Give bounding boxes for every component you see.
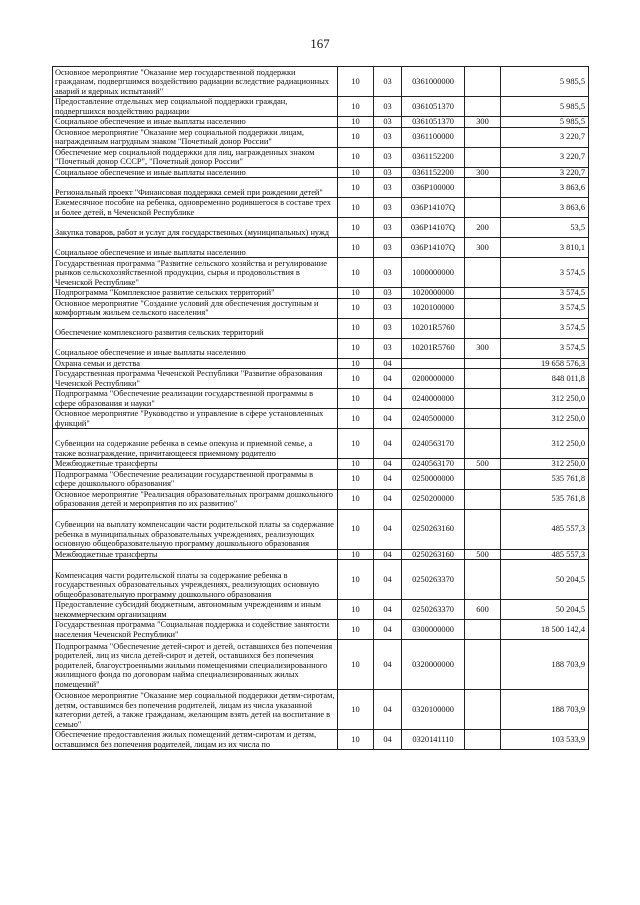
- row-vr: [465, 640, 501, 690]
- row-sum: 3 574,5: [501, 338, 589, 358]
- row-pr: 03: [374, 97, 402, 117]
- row-vr: [465, 730, 501, 750]
- row-csr: 0361000000: [402, 67, 465, 97]
- row-rz: 10: [338, 97, 374, 117]
- table-row: [53, 318, 589, 338]
- row-name: Предоставление отдельных мер социальной поддержки граждан, подвергшихся воздействию радиации: [53, 97, 338, 117]
- row-sum: 3 574,5: [501, 298, 589, 318]
- row-name: Межбюджетные трансферты: [53, 459, 338, 470]
- row-sum: 188 703,9: [501, 690, 589, 730]
- row-csr: 036P14107Q: [402, 238, 465, 258]
- row-vr: [465, 198, 501, 218]
- row-vr: [465, 358, 501, 369]
- row-name: Основное мероприятие "Создание условий для обеспечения доступным и комфортным жильем сельского населения": [53, 298, 338, 318]
- row-sum: 3 220,7: [501, 167, 589, 178]
- row-name: Социальное обеспечение и иные выплаты населению: [53, 238, 338, 258]
- row-name: Обеспечение предоставления жилых помещений детям-сиротам и детям, оставшимся без попечения родителей, лицам из их числа по: [53, 730, 338, 750]
- row-sum: 485 557,3: [501, 549, 589, 560]
- row-pr: 03: [374, 258, 402, 288]
- row-pr: 04: [374, 469, 402, 489]
- row-vr: [465, 509, 501, 549]
- row-vr: [465, 147, 501, 167]
- row-vr: [465, 389, 501, 409]
- table-row: [53, 730, 589, 750]
- table-row: [53, 288, 589, 299]
- row-rz: 10: [338, 67, 374, 97]
- row-name: Основное мероприятие "Оказание мер социальной поддержки лицам, награжденным нагрудным знаком "Почетный донор России": [53, 127, 338, 147]
- row-sum: 535 761,8: [501, 489, 589, 509]
- row-name: Государственная программа "Социальная поддержка и содействие занятости населения Чеченской Республики": [53, 620, 338, 640]
- row-sum: 18 500 142,4: [501, 620, 589, 640]
- row-csr: 0250200000: [402, 489, 465, 509]
- row-rz: 10: [338, 288, 374, 299]
- row-csr: 036P14107Q: [402, 218, 465, 238]
- row-pr: 03: [374, 127, 402, 147]
- row-csr: 0250263370: [402, 600, 465, 620]
- row-rz: 10: [338, 178, 374, 198]
- row-csr: [402, 358, 465, 369]
- row-name: Подпрограмма "Комплексное развитие сельских территорий": [53, 288, 338, 299]
- row-rz: 10: [338, 258, 374, 288]
- row-vr: [465, 409, 501, 429]
- row-pr: 03: [374, 218, 402, 238]
- row-csr: 0250263160: [402, 509, 465, 549]
- row-pr: 04: [374, 730, 402, 750]
- row-rz: 10: [338, 117, 374, 128]
- row-vr: [465, 369, 501, 389]
- row-pr: 04: [374, 358, 402, 369]
- row-csr: 0250263370: [402, 560, 465, 600]
- table-row: [53, 620, 589, 640]
- row-rz: 10: [338, 369, 374, 389]
- row-rz: 10: [338, 620, 374, 640]
- row-rz: 10: [338, 549, 374, 560]
- row-rz: 10: [338, 560, 374, 600]
- row-rz: 10: [338, 238, 374, 258]
- row-vr: 600: [465, 600, 501, 620]
- row-name: Обеспечение мер социальной поддержки для лиц, награжденных знаком "Почетный донор СССР", "Почетный донор России": [53, 147, 338, 167]
- row-csr: 1020000000: [402, 288, 465, 299]
- row-rz: 10: [338, 600, 374, 620]
- page-number: 167: [310, 36, 330, 51]
- row-name: Ежемесячное пособие на ребенка, одновременно родившегося в составе трех и более детей, в Чеченской Республике: [53, 198, 338, 218]
- row-csr: 0320000000: [402, 640, 465, 690]
- row-name: Закупка товаров, работ и услуг для государственных (муниципальных) нужд: [53, 218, 338, 238]
- table-row: [53, 67, 589, 97]
- row-vr: [465, 560, 501, 600]
- table-row: [53, 358, 589, 369]
- row-vr: [465, 258, 501, 288]
- row-name: Компенсация части родительской платы за содержание ребенка в государственных образовательных учреждениях, реализующих основную общеобразовательную программу дошкольного образования: [53, 560, 338, 600]
- row-name: Обеспечение комплексного развития сельских территорий: [53, 318, 338, 338]
- table-row: [53, 117, 589, 128]
- table-row: [53, 469, 589, 489]
- row-name: Государственная программа Чеченской Республики "Развитие образования Чеченской Республики": [53, 369, 338, 389]
- row-rz: 10: [338, 640, 374, 690]
- row-pr: 03: [374, 198, 402, 218]
- table-row: [53, 459, 589, 470]
- row-vr: 500: [465, 549, 501, 560]
- row-vr: [465, 127, 501, 147]
- row-vr: 300: [465, 167, 501, 178]
- row-csr: 0300000000: [402, 620, 465, 640]
- row-csr: 0361051370: [402, 97, 465, 117]
- table-body: [53, 67, 589, 750]
- row-vr: [465, 318, 501, 338]
- row-rz: 10: [338, 429, 374, 459]
- row-sum: 3 574,5: [501, 258, 589, 288]
- table-row: [53, 298, 589, 318]
- row-name: Социальное обеспечение и иные выплаты населению: [53, 338, 338, 358]
- row-name: Региональный проект "Финансовая поддержка семей при рождении детей": [53, 178, 338, 198]
- row-sum: 103 533,9: [501, 730, 589, 750]
- table-row: [53, 389, 589, 409]
- row-sum: 485 557,3: [501, 509, 589, 549]
- table-row: [53, 429, 589, 459]
- table-row: [53, 167, 589, 178]
- row-pr: 04: [374, 600, 402, 620]
- row-csr: 0240563170: [402, 429, 465, 459]
- row-pr: 03: [374, 147, 402, 167]
- table-row: [53, 218, 589, 238]
- row-csr: 0361100000: [402, 127, 465, 147]
- row-pr: 03: [374, 238, 402, 258]
- row-csr: 0320141110: [402, 730, 465, 750]
- row-rz: 10: [338, 358, 374, 369]
- row-name: Основное мероприятие "Реализация образовательных программ дошкольного образования детей и мероприятия по их развитию": [53, 489, 338, 509]
- row-csr: 0200000000: [402, 369, 465, 389]
- row-csr: 1000000000: [402, 258, 465, 288]
- row-sum: 312 250,0: [501, 459, 589, 470]
- row-sum: 312 250,0: [501, 389, 589, 409]
- row-csr: 0320100000: [402, 690, 465, 730]
- row-pr: 04: [374, 549, 402, 560]
- row-rz: 10: [338, 198, 374, 218]
- row-pr: 04: [374, 389, 402, 409]
- row-vr: [465, 690, 501, 730]
- row-sum: 3 863,6: [501, 198, 589, 218]
- row-csr: 0250000000: [402, 469, 465, 489]
- table-row: [53, 258, 589, 288]
- row-rz: 10: [338, 690, 374, 730]
- row-csr: 0361152200: [402, 167, 465, 178]
- row-vr: [465, 97, 501, 117]
- row-sum: 312 250,0: [501, 409, 589, 429]
- row-name: Межбюджетные трансферты: [53, 549, 338, 560]
- table-row: [53, 97, 589, 117]
- row-sum: 5 985,5: [501, 67, 589, 97]
- row-vr: [465, 67, 501, 97]
- row-vr: 300: [465, 117, 501, 128]
- row-sum: 535 761,8: [501, 469, 589, 489]
- row-name: Подпрограмма "Обеспечение реализации государственной программы в сфере дошкольного образования": [53, 469, 338, 489]
- row-csr: 036P14107Q: [402, 198, 465, 218]
- row-sum: 5 985,5: [501, 117, 589, 128]
- row-csr: 0240500000: [402, 409, 465, 429]
- table-row: [53, 409, 589, 429]
- table-row: [53, 127, 589, 147]
- row-rz: 10: [338, 509, 374, 549]
- table-row: [53, 600, 589, 620]
- budget-table: [52, 66, 589, 750]
- row-rz: 10: [338, 147, 374, 167]
- row-rz: 10: [338, 489, 374, 509]
- row-rz: 10: [338, 389, 374, 409]
- row-csr: 10201R5760: [402, 318, 465, 338]
- row-name: Социальное обеспечение и иные выплаты населению: [53, 167, 338, 178]
- row-name: Субвенции на выплату компенсации части родительской платы за содержание ребенка в муниципальных образовательных учреждениях, реализующих основную общеобразовательную программу дошкольного образования: [53, 509, 338, 549]
- row-sum: 188 703,9: [501, 640, 589, 690]
- row-vr: [465, 178, 501, 198]
- row-vr: [465, 288, 501, 299]
- row-csr: 10201R5760: [402, 338, 465, 358]
- row-sum: 3 574,5: [501, 288, 589, 299]
- row-sum: 50 204,5: [501, 600, 589, 620]
- row-rz: 10: [338, 409, 374, 429]
- row-sum: 312 250,0: [501, 429, 589, 459]
- row-pr: 03: [374, 298, 402, 318]
- row-name: Социальное обеспечение и иные выплаты населению: [53, 117, 338, 128]
- row-sum: 3 574,5: [501, 318, 589, 338]
- row-name: Субвенции на содержание ребенка в семье опекуна и приемной семье, а также вознаграждение, причитающееся приемному родителю: [53, 429, 338, 459]
- row-pr: 03: [374, 318, 402, 338]
- row-pr: 04: [374, 459, 402, 470]
- row-vr: 300: [465, 238, 501, 258]
- row-rz: 10: [338, 298, 374, 318]
- row-rz: 10: [338, 167, 374, 178]
- table-row: [53, 489, 589, 509]
- row-pr: 04: [374, 640, 402, 690]
- row-vr: [465, 469, 501, 489]
- row-rz: 10: [338, 338, 374, 358]
- row-pr: 03: [374, 338, 402, 358]
- row-sum: 53,5: [501, 218, 589, 238]
- row-sum: 3 810,1: [501, 238, 589, 258]
- row-sum: 3 220,7: [501, 147, 589, 167]
- row-name: Государственная программа "Развитие сельского хозяйства и регулирование рынков сельскохозяйственной продукции, сырья и продовольствия в Чеченской Республике": [53, 258, 338, 288]
- row-csr: 0240563170: [402, 459, 465, 470]
- table-row: [53, 338, 589, 358]
- row-vr: 300: [465, 338, 501, 358]
- row-vr: 500: [465, 459, 501, 470]
- row-rz: 10: [338, 469, 374, 489]
- row-vr: [465, 489, 501, 509]
- row-pr: 03: [374, 117, 402, 128]
- row-sum: 3 863,6: [501, 178, 589, 198]
- row-pr: 04: [374, 489, 402, 509]
- row-name: Предоставление субсидий бюджетным, автономным учреждениям и иным некоммерческим организациям: [53, 600, 338, 620]
- row-name: Охрана семьи и детства: [53, 358, 338, 369]
- row-name: Подпрограмма "Обеспечение детей-сирот и детей, оставшихся без попечения родителей, лиц из числа детей-сирот и детей, оставшихся без попечения родителей, благоустроенными жилыми помещениями специализированного жилищного фонда по договорам найма специализированных жилых помещений": [53, 640, 338, 690]
- row-csr: 0361152200: [402, 147, 465, 167]
- row-csr: 0250263160: [402, 549, 465, 560]
- row-vr: [465, 429, 501, 459]
- row-csr: 1020100000: [402, 298, 465, 318]
- row-name: Основное мероприятие "Оказание мер государственной поддержки гражданам, подвергшимся воздействию радиации вследствие радиационных аварий и ядерных испытаний": [53, 67, 338, 97]
- table-row: [53, 147, 589, 167]
- row-csr: 0240000000: [402, 389, 465, 409]
- row-pr: 03: [374, 67, 402, 97]
- row-pr: 03: [374, 167, 402, 178]
- row-name: Подпрограмма "Обеспечение реализации государственной программы в сфере образования и науки": [53, 389, 338, 409]
- row-sum: 848 011,8: [501, 369, 589, 389]
- row-name: Основное мероприятие "Руководство и управление в сфере установленных функций": [53, 409, 338, 429]
- row-pr: 03: [374, 178, 402, 198]
- row-rz: 10: [338, 730, 374, 750]
- table-row: [53, 549, 589, 560]
- row-sum: 3 220,7: [501, 127, 589, 147]
- row-name: Основное мероприятие "Оказание мер социальной поддержки детям-сиротам, детям, оставшимся без попечения родителей, лицам из числа указанной категории детей, а также гражданам, желающим взять детей на воспитание в семью": [53, 690, 338, 730]
- table-row: [53, 509, 589, 549]
- row-rz: 10: [338, 218, 374, 238]
- row-pr: 04: [374, 369, 402, 389]
- row-pr: 04: [374, 620, 402, 640]
- table-row: [53, 198, 589, 218]
- row-pr: 04: [374, 409, 402, 429]
- row-vr: 200: [465, 218, 501, 238]
- row-pr: 04: [374, 429, 402, 459]
- row-pr: 03: [374, 288, 402, 299]
- row-pr: 04: [374, 560, 402, 600]
- row-pr: 04: [374, 509, 402, 549]
- row-vr: [465, 298, 501, 318]
- row-sum: 50 204,5: [501, 560, 589, 600]
- table-row: [53, 560, 589, 600]
- table-row: [53, 690, 589, 730]
- row-rz: 10: [338, 318, 374, 338]
- table-row: [53, 238, 589, 258]
- row-sum: 19 658 576,3: [501, 358, 589, 369]
- table-row: [53, 178, 589, 198]
- row-csr: 036P100000: [402, 178, 465, 198]
- row-rz: 10: [338, 127, 374, 147]
- table-row: [53, 640, 589, 690]
- row-rz: 10: [338, 459, 374, 470]
- row-csr: 0361051370: [402, 117, 465, 128]
- row-sum: 5 985,5: [501, 97, 589, 117]
- table-row: [53, 369, 589, 389]
- row-pr: 04: [374, 690, 402, 730]
- row-vr: [465, 620, 501, 640]
